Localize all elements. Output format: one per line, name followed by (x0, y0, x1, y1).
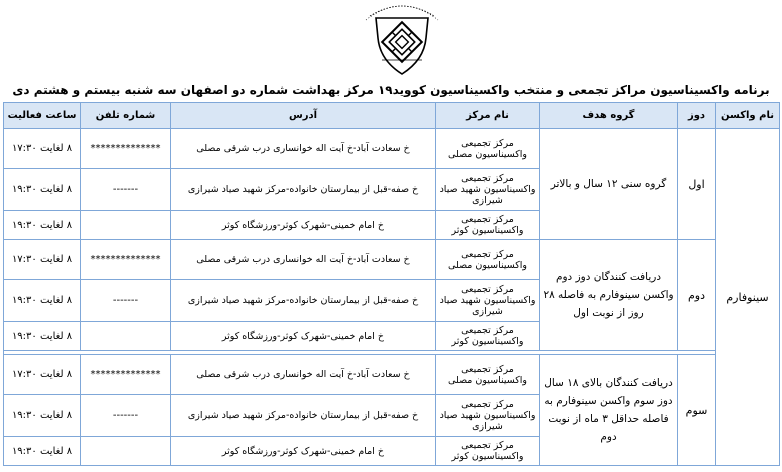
university-emblem-icon (362, 2, 442, 78)
header-hours: ساعت فعالیت (4, 103, 81, 129)
center-cell: مرکز تجمیعی واکسیناسیون شهید صیاد شیرازی (436, 280, 540, 322)
address-cell: خ امام خمینی-شهرک کوثر-ورزشگاه کوثر (171, 322, 436, 351)
phone-cell: ************** (81, 240, 171, 280)
center-cell: مرکز تجمیعی واکسیناسیون شهید صیاد شیرازی (436, 169, 540, 211)
dose-cell: سوم (678, 355, 716, 466)
hours-cell: ۸ لغایت ۱۹:۳۰ (4, 395, 81, 437)
hours-cell: ۸ لغایت ۱۹:۳۰ (4, 280, 81, 322)
hours-cell: ۸ لغایت ۱۹:۳۰ (4, 437, 81, 466)
header-vaccine: نام واکسن (716, 103, 780, 129)
center-cell: مرکز تجمیعی واکسیناسیون شهید صیاد شیرازی (436, 395, 540, 437)
page-title: برنامه واکسیناسیون مراکز تجمعی و منتخب واکسیناسیون کووید۱۹ مرکز بهداشت شماره دو اصفهان سه شنبه بیستم و هشتم دی (12, 83, 770, 97)
table-row (4, 240, 780, 280)
dose-cell: دوم (678, 240, 716, 351)
center-cell: مرکز تجمیعی واکسیناسیون مصلی (436, 355, 540, 395)
phone-cell: ------- (81, 280, 171, 322)
phone-cell (81, 437, 171, 466)
target-group-cell: گروه سنی ۱۲ سال و بالاتر (540, 129, 678, 240)
vaccination-schedule-table (3, 102, 780, 466)
vaccine-name-cell: سینوفارم (716, 129, 780, 466)
target-group-cell: دریافت کنندگان دوز دوم واکسن سینوفارم به فاصله ۲۸ روز از نوبت اول (540, 240, 678, 351)
header-center: نام مرکز (436, 103, 540, 129)
table-row (4, 129, 780, 169)
center-cell: مرکز تجمیعی واکسیناسیون مصلی (436, 129, 540, 169)
target-group-cell: دریافت کنندگان بالای ۱۸ سال دوز سوم واکسن سینوفارم به فاصله حداقل ۳ ماه از نوبت دوم (540, 355, 678, 466)
center-cell: مرکز تجمیعی واکسیناسیون کوثر (436, 211, 540, 240)
hours-cell: ۸ لغایت ۱۹:۳۰ (4, 169, 81, 211)
dose-cell: اول (678, 129, 716, 240)
hours-cell: ۸ لغایت ۱۷:۳۰ (4, 129, 81, 169)
header-address: آدرس (171, 103, 436, 129)
hours-cell: ۸ لغایت ۱۹:۳۰ (4, 322, 81, 351)
center-cell: مرکز تجمیعی واکسیناسیون مصلی (436, 240, 540, 280)
address-cell: خ امام خمینی-شهرک کوثر-ورزشگاه کوثر (171, 437, 436, 466)
phone-cell: ************** (81, 355, 171, 395)
address-cell: خ امام خمینی-شهرک کوثر-ورزشگاه کوثر (171, 211, 436, 240)
phone-cell: ------- (81, 169, 171, 211)
address-cell: خ صفه-قبل از بیمارستان خانواده-مرکز شهید صیاد شیرازی (171, 395, 436, 437)
hours-cell: ۸ لغایت ۱۷:۳۰ (4, 355, 81, 395)
header-target-group: گروه هدف (540, 103, 678, 129)
address-cell: خ سعادت آباد-خ آیت اله خوانساری درب شرقی مصلی (171, 355, 436, 395)
header-dose: دوز (678, 103, 716, 129)
phone-cell (81, 211, 171, 240)
phone-cell: ------- (81, 395, 171, 437)
address-cell: خ صفه-قبل از بیمارستان خانواده-مرکز شهید صیاد شیرازی (171, 280, 436, 322)
address-cell: خ صفه-قبل از بیمارستان خانواده-مرکز شهید صیاد شیرازی (171, 169, 436, 211)
address-cell: خ سعادت آباد-خ آیت اله خوانساری درب شرقی مصلی (171, 129, 436, 169)
center-cell: مرکز تجمیعی واکسیناسیون کوثر (436, 322, 540, 351)
hours-cell: ۸ لغایت ۱۷:۳۰ (4, 240, 81, 280)
address-cell: خ سعادت آباد-خ آیت اله خوانساری درب شرقی مصلی (171, 240, 436, 280)
table-row (4, 355, 780, 395)
phone-cell: ************** (81, 129, 171, 169)
center-cell: مرکز تجمیعی واکسیناسیون کوثر (436, 437, 540, 466)
phone-cell (81, 322, 171, 351)
hours-cell: ۸ لغایت ۱۹:۳۰ (4, 211, 81, 240)
header-phone: شماره تلفن (81, 103, 171, 129)
header-row (4, 103, 780, 129)
